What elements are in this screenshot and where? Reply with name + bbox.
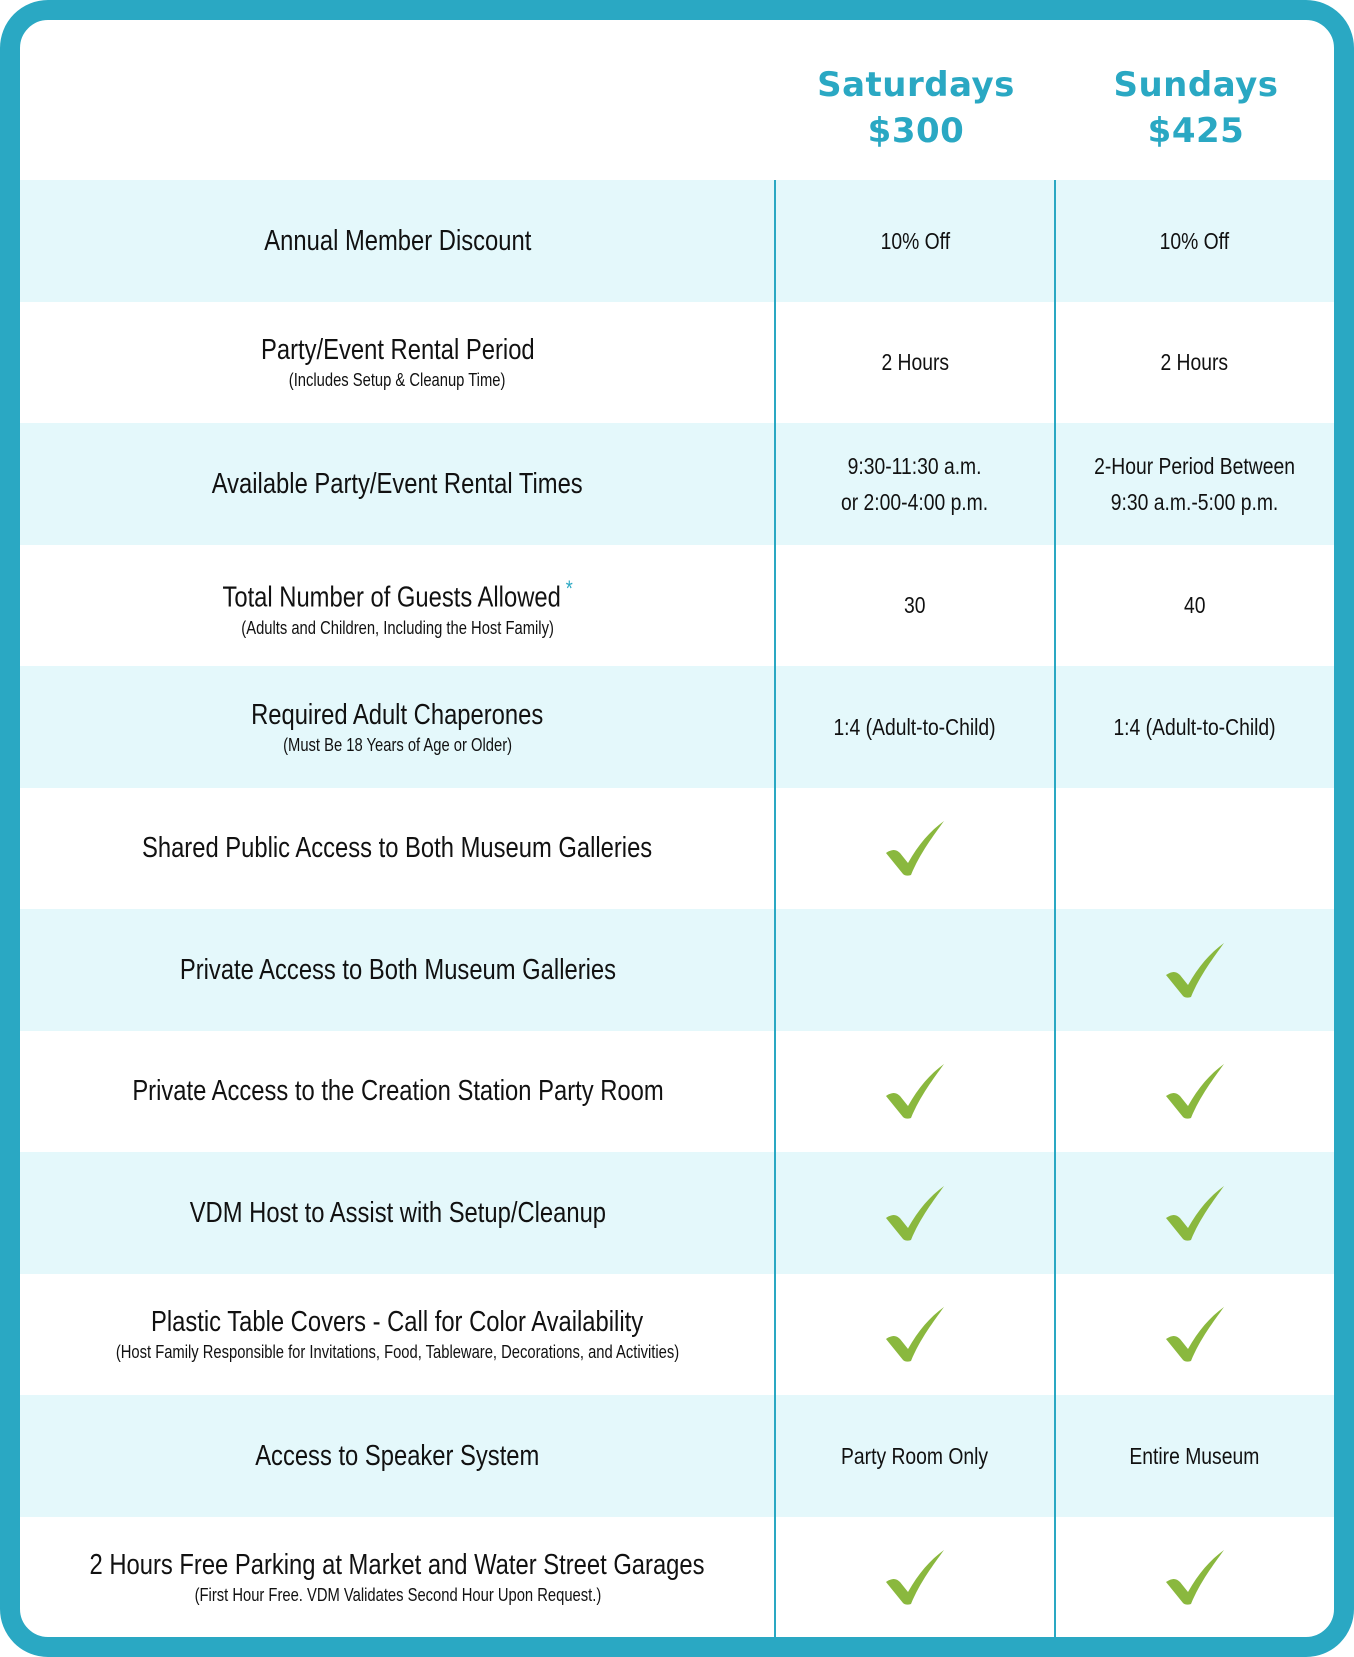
sunday-value-cell [1055, 423, 1334, 545]
table-row [20, 423, 1334, 545]
table-row [20, 909, 1334, 1031]
saturday-value-cell [775, 909, 1055, 1031]
feature-label-text: 2 Hours Free Parking at Market and Water Street Garages [89, 1549, 706, 1582]
table-row [20, 545, 1334, 667]
feature-label-cell [20, 1395, 775, 1517]
sunday-value-cell [1055, 1274, 1334, 1396]
sunday-value: 40 [1183, 592, 1206, 619]
check-icon [884, 1184, 946, 1242]
feature-label [264, 223, 531, 259]
table-row [20, 302, 1334, 424]
feature-label-cell [20, 666, 775, 788]
saturday-value-cell [775, 788, 1055, 910]
feature-label-cell [20, 1152, 775, 1274]
sunday-value: Entire Museum [1129, 1442, 1260, 1469]
sunday-plan-price: $425 [1147, 111, 1245, 151]
feature-sublabel: (First Hour Free. VDM Validates Second Hour Upon Request.) [194, 1585, 601, 1606]
feature-label [132, 1073, 663, 1109]
saturday-plan-heading [776, 62, 1056, 154]
saturday-value-cell [775, 1031, 1055, 1153]
feature-sublabel: (Host Family Responsible for Invitations, Food, Tableware, Decorations, and Activities) [115, 1342, 680, 1363]
sunday-plan-name: Sundays [1113, 65, 1279, 105]
saturday-value-cell [775, 1395, 1055, 1517]
feature-label [189, 1195, 605, 1231]
saturday-value-cell [775, 302, 1055, 424]
table-row [20, 1274, 1334, 1396]
feature-label-cell [20, 180, 775, 302]
feature-label [255, 1438, 539, 1474]
feature-label-text: VDM Host to Assist with Setup/Cleanup [189, 1196, 606, 1229]
feature-label-cell [20, 1274, 775, 1396]
check-icon [884, 1305, 946, 1363]
sunday-value [1094, 448, 1295, 520]
feature-label [222, 571, 572, 616]
feature-sublabel: (Must Be 18 Years of Age or Older) [283, 734, 512, 755]
feature-sublabel: (Adults and Children, Including the Host Family) [241, 617, 554, 638]
sunday-value-line: 9:30 a.m.-5:00 p.m. [1110, 488, 1279, 515]
feature-label-text: Plastic Table Covers - Call for Color Availability [151, 1306, 644, 1339]
check-icon [1164, 1548, 1226, 1606]
table-row [20, 1517, 1334, 1639]
sunday-value: 1:4 (Adult-to-Child) [1113, 713, 1276, 740]
feature-label [251, 697, 543, 733]
table-row [20, 180, 1334, 302]
sunday-value-cell [1055, 1031, 1334, 1153]
sunday-value: 10% Off [1159, 227, 1230, 254]
sunday-value-cell [1055, 180, 1334, 302]
feature-label-cell [20, 909, 775, 1031]
saturday-value: 2 Hours [881, 349, 949, 376]
column-divider [1054, 180, 1056, 1637]
feature-label [212, 466, 583, 502]
feature-sublabel: (Includes Setup & Cleanup Time) [289, 370, 506, 391]
feature-label-cell [20, 1031, 775, 1153]
feature-label-cell [20, 423, 775, 545]
feature-label-cell [20, 302, 775, 424]
sunday-value-cell [1055, 788, 1334, 910]
saturday-value: 1:4 (Adult-to-Child) [833, 713, 997, 740]
saturday-value-cell [775, 666, 1055, 788]
sunday-value-line: 2-Hour Period Between [1094, 452, 1295, 479]
feature-label-text: Shared Public Access to Both Museum Galleries [142, 832, 653, 865]
feature-label-text: Private Access to Both Museum Galleries [179, 953, 616, 986]
feature-label-text: Party/Event Rental Period [260, 334, 535, 367]
feature-label-text: Total Number of Guests Allowed [222, 581, 561, 614]
saturday-value-cell [775, 180, 1055, 302]
check-icon [1164, 941, 1226, 999]
feature-label-text: Annual Member Discount [263, 224, 531, 257]
table-row [20, 1152, 1334, 1274]
check-icon [1164, 1062, 1226, 1120]
check-icon [884, 1548, 946, 1606]
sunday-value-cell [1055, 909, 1334, 1031]
sunday-value: 2 Hours [1160, 349, 1229, 376]
check-icon [1164, 1305, 1226, 1363]
sunday-value-cell [1055, 666, 1334, 788]
sunday-value-cell [1055, 545, 1334, 667]
sunday-plan-heading [1056, 62, 1336, 154]
check-icon [884, 1062, 946, 1120]
saturday-value [841, 448, 988, 520]
comparison-table [20, 180, 1334, 1638]
sunday-value-cell [1055, 302, 1334, 424]
saturday-value-cell [775, 423, 1055, 545]
feature-label-text: Access to Speaker System [255, 1439, 540, 1472]
saturday-value-cell [775, 1274, 1055, 1396]
saturday-plan-price: $300 [867, 111, 965, 151]
feature-label-cell [20, 545, 775, 667]
table-row [20, 1031, 1334, 1153]
sunday-value-cell [1055, 1517, 1334, 1639]
feature-label [261, 332, 535, 368]
feature-label [90, 1547, 705, 1583]
feature-label [179, 952, 615, 988]
check-icon [1164, 1184, 1226, 1242]
table-row [20, 788, 1334, 910]
feature-label [151, 1304, 643, 1340]
sunday-value-cell [1055, 1152, 1334, 1274]
check-icon [884, 819, 946, 877]
feature-label-cell [20, 1517, 775, 1639]
saturday-value-cell [775, 1152, 1055, 1274]
feature-label-cell [20, 788, 775, 910]
feature-label-text: Required Adult Chaperones [251, 698, 544, 731]
plan-header-row [20, 20, 1334, 180]
saturday-value: Party Room Only [841, 1442, 989, 1469]
saturday-value-cell [775, 1517, 1055, 1639]
column-divider [774, 180, 776, 1637]
footnote-asterisk: * [565, 575, 573, 601]
saturday-plan-name: Saturdays [817, 65, 1015, 105]
feature-label [142, 830, 652, 866]
sunday-value-cell [1055, 1395, 1334, 1517]
saturday-value: 10% Off [880, 227, 950, 254]
saturday-value-line: 9:30-11:30 a.m. [848, 452, 982, 479]
saturday-value-line: or 2:00-4:00 p.m. [841, 488, 989, 515]
feature-label-text: Available Party/Event Rental Times [212, 467, 583, 500]
saturday-value: 30 [904, 592, 926, 619]
saturday-value-cell [775, 545, 1055, 667]
feature-label-text: Private Access to the Creation Station Party Room [131, 1075, 664, 1108]
table-row [20, 666, 1334, 788]
table-row [20, 1395, 1334, 1517]
